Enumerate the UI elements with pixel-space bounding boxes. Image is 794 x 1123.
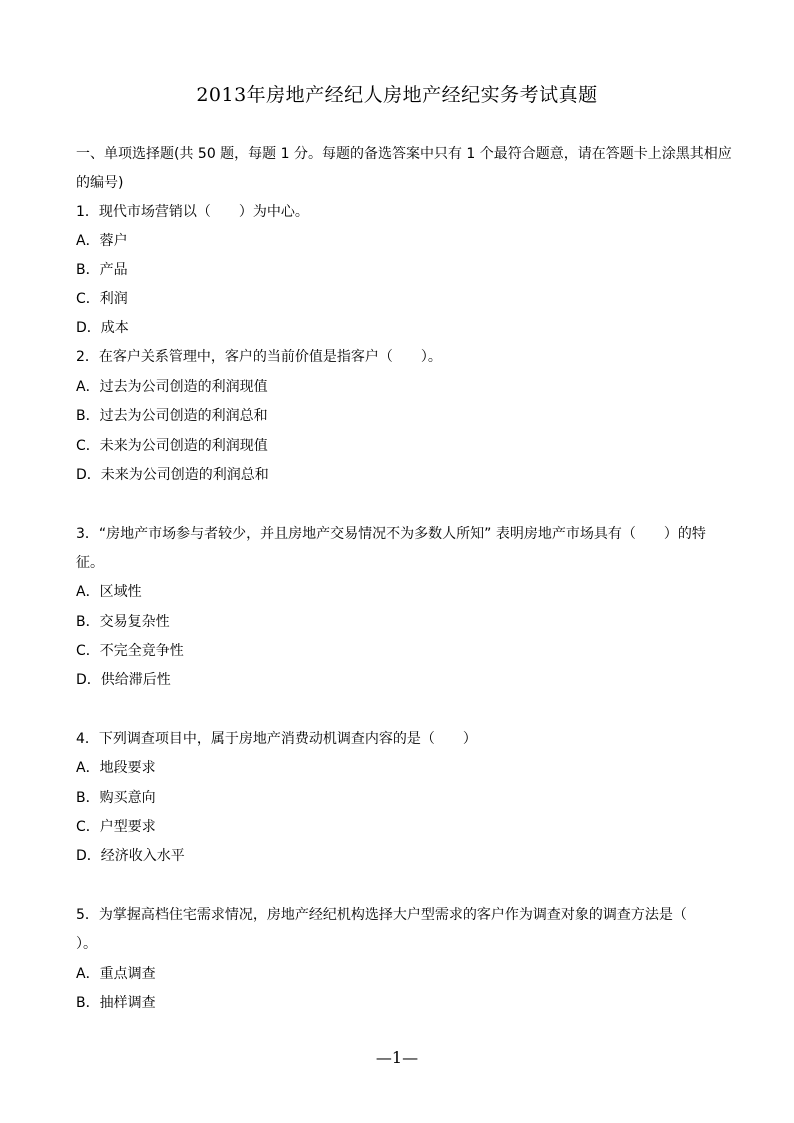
question-4-stem: 4．下列调查项目中，属于房地产消费动机调查内容的是（ ） xyxy=(76,731,477,747)
document-title: 2013年房地产经纪人房地产经纪实务考试真题 xyxy=(196,84,598,106)
question-1-option-c: C．利润 xyxy=(76,291,128,307)
question-1-stem: 1．现代市场营销以（ ）为中心。 xyxy=(76,204,309,220)
question-3-option-d: D．供给滞后性 xyxy=(76,672,171,688)
question-2-option-c: C．未来为公司创造的利润现值 xyxy=(76,438,268,454)
question-5-stem: 5．为掌握高档住宅需求情况，房地产经纪机构选择大户型需求的客户作为调查对象的调查方法是（ xyxy=(76,907,687,923)
question-4-option-d: D．经济收入水平 xyxy=(76,848,185,864)
section-heading-continued: 的编号) xyxy=(76,175,124,191)
question-2-option-b: B．过去为公司创造的利润总和 xyxy=(76,408,268,424)
question-5-option-a: A．重点调查 xyxy=(76,966,156,982)
question-2-option-a: A．过去为公司创造的利润现值 xyxy=(76,379,268,395)
question-1-option-b: B．产品 xyxy=(76,262,128,278)
question-3-option-b: B．交易复杂性 xyxy=(76,614,170,630)
question-5-stem-continued: ）。 xyxy=(76,936,97,952)
question-2-stem: 2．在客户关系管理中，客户的当前价值是指客户（ ）。 xyxy=(76,349,442,365)
section-heading: 一、单项选择题(共 50 题，每题 1 分。每题的备选答案中只有 1 个最符合题意，请在答题卡上涂黑其相应 xyxy=(76,146,732,162)
question-1-option-a: A．蓉户 xyxy=(76,233,128,249)
question-3-stem: 3．“房地产市场参与者较少，并且房地产交易情况不为多数人所知” 表明房地产市场具有（ ）的特 xyxy=(76,526,706,542)
question-4-option-a: A．地段要求 xyxy=(76,760,156,776)
page-number: —1— xyxy=(375,1048,419,1067)
question-4-option-c: C．户型要求 xyxy=(76,819,156,835)
question-4-option-b: B．购买意向 xyxy=(76,790,156,806)
question-1-option-d: D．成本 xyxy=(76,320,129,336)
question-2-option-d: D．未来为公司创造的利润总和 xyxy=(76,467,269,483)
question-3-option-c: C．不完全竞争性 xyxy=(76,643,184,659)
question-5-option-b: B．抽样调查 xyxy=(76,995,156,1011)
question-3-stem-continued: 征。 xyxy=(76,555,104,571)
question-3-option-a: A．区域性 xyxy=(76,584,142,600)
